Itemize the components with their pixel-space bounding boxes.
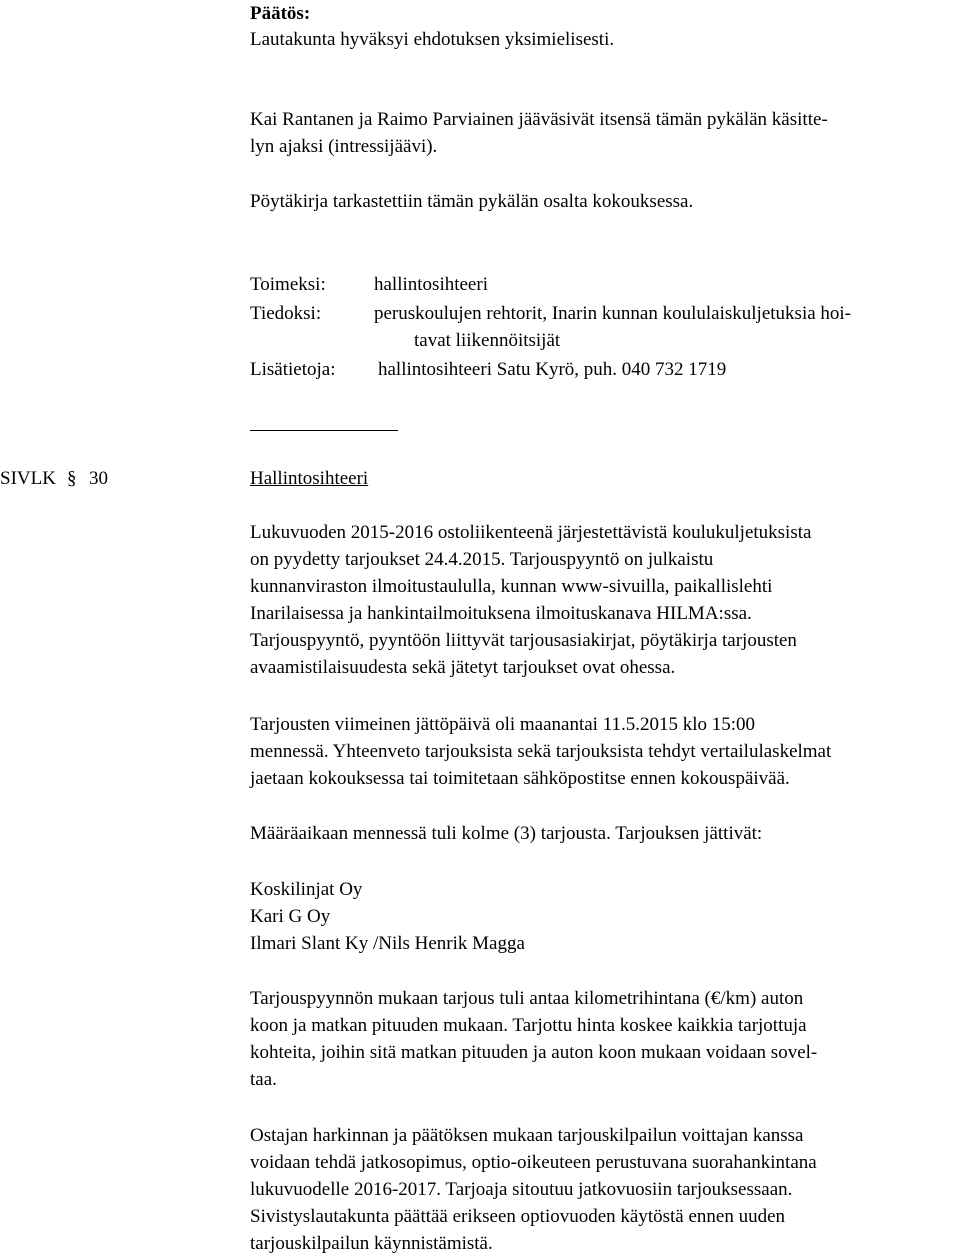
tiedoksi-value-line-2: tavat liikennöitsijät [414,330,561,351]
tiedoksi-value-line-1: peruskoulujen rehtorit, Inarin kunnan koululaiskuljetuksia hoi- [374,303,852,324]
text-line: Tarjouspyynnön mukaan tarjous tuli antaa kilometrihintana (€/km) auton [250,988,804,1009]
text-line: Ostajan harkinnan ja päätöksen mukaan tarjouskilpailun voittajan kanssa [250,1125,804,1146]
toimeksi-label: Toimeksi: [250,274,326,295]
text-line: Sivistyslautakunta päättää erikseen optiovuoden käytöstä ennen uuden [250,1206,786,1227]
text-line: jaetaan kokouksessa tai toimitetaan sähköpostitse ennen kokouspäivää. [250,768,790,789]
text-line: Määräaikaan mennessä tuli kolme (3) tarjousta. Tarjouksen jättivät: [250,823,763,844]
text-line: mennessä. Yhteenveto tarjouksista sekä tarjouksista tehdyt vertailulaskelmat [250,741,832,762]
text-line: tarjouskilpailun käynnistämistä. [250,1233,493,1254]
list-item: Koskilinjat Oy [250,879,363,900]
text-line: lukuvuodelle 2016-2017. Tarjoaja sitoutuu jatkovuosiin tarjouksessaan. [250,1179,793,1200]
text-line: lyn ajaksi (intressijäävi). [250,136,438,157]
list-item: Ilmari Slant Ky /Nils Henrik Magga [250,933,525,954]
lisatietoja-value: hallintosihteeri Satu Kyrö, puh. 040 732 1719 [378,359,727,380]
section-code: SIVLK [0,468,56,489]
toimeksi-value: hallintosihteeri [374,274,488,295]
decision-block [250,0,950,53]
bidders-list [250,876,950,957]
paragraph-tender-request [250,519,950,681]
list-item: Kari G Oy [250,906,331,927]
text-line: Tarjouspyyntö, pyyntöön liittyvät tarjousasiakirjat, pöytäkirja tarjousten [250,630,797,651]
section-separator [250,430,398,431]
lisatietoja-label: Lisätietoja: [250,359,336,380]
text-line: kunnanviraston ilmoitustaululla, kunnan www-sivuilla, paikallislehti [250,576,773,597]
paragraph-option [250,1122,950,1257]
text-line: Lukuvuoden 2015-2016 ostoliikenteenä järjestettävistä koulukuljetuksista [250,522,812,543]
paragraph-deadline [250,711,950,792]
decision-heading: Päätös: [250,3,311,24]
tiedoksi-label: Tiedoksi: [250,303,322,324]
text-line: kohteita, joihin sitä matkan pituuden ja auton koon mukaan voidaan sovel- [250,1042,818,1063]
decision-text: Lautakunta hyväksyi ehdotuksen yksimielisesti. [250,29,615,50]
text-line: Tarjousten viimeinen jättöpäivä oli maanantai 11.5.2015 klo 15:00 [250,714,756,735]
section-title: Hallintosihteeri [250,468,369,489]
text-line: voidaan tehdä jatkosopimus, optio-oikeuteen perustuvana suorahankintana [250,1152,817,1173]
text-line: Inarilaisessa ja hankintailmoituksena ilmoituskanava HILMA:ssa. [250,603,752,624]
review-note: Pöytäkirja tarkastettiin tämän pykälän osalta kokouksessa. [250,191,694,212]
text-line: avaamistilaisuudesta sekä jätetyt tarjoukset ovat ohessa. [250,657,676,678]
section-symbol: § [67,468,77,489]
text-line: taa. [250,1069,277,1090]
section-number: 30 [89,468,108,489]
text-line: Kai Rantanen ja Raimo Parviainen jääväsivät itsensä tämän pykälän käsitte- [250,109,828,130]
text-line: on pyydetty tarjoukset 24.4.2015. Tarjouspyyntö on julkaistu [250,549,714,570]
disqualification-note [250,106,950,160]
text-line: koon ja matkan pituuden mukaan. Tarjottu hinta koskee kaikkia tarjottuja [250,1015,807,1036]
paragraph-pricing [250,985,950,1093]
paragraph-offers-count [250,820,950,847]
